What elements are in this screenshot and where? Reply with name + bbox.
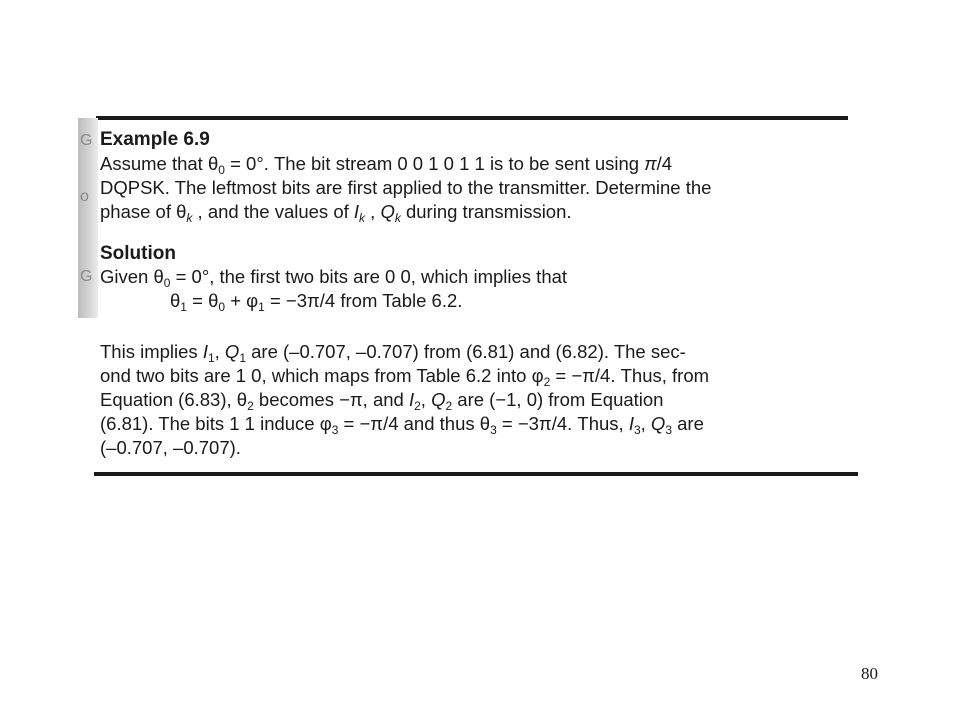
paragraph-line-5: (–0.707, –0.707). [100, 437, 241, 458]
gutter-fragment: G [80, 132, 93, 149]
paragraph-line-1: This implies $I_1$, $Q_1$ are (–0.707, –0.707) from (6.81) and (6.82). The sec- [100, 341, 686, 365]
paragraph-line-4: (6.81). The bits 1 1 induce $\varphi_3 = -\pi/4$ and thus $\theta_3 = -3\pi/4$. Thus, $I_3$, $Q_3$ are [100, 413, 704, 437]
solution-line-1: Given $\theta_0 = 0^\circ$, the first two bits are 0 0, which implies that [100, 266, 568, 290]
solution-statement [100, 265, 567, 313]
example-title: Example 6.9 [100, 129, 210, 150]
gutter-fragment: G [80, 268, 93, 285]
page-number: 80 [861, 664, 878, 683]
bottom-rule [94, 472, 858, 476]
top-rule [96, 116, 848, 120]
solution-equation: $\theta_1 = \theta_0 + \varphi_1 = -3\pi/4$ from Table 6.2. [170, 290, 463, 314]
gutter-fragment: o [80, 188, 89, 205]
solution-paragraph [100, 340, 709, 460]
example-statement [100, 152, 711, 224]
paragraph-line-3: Equation (6.83), $\theta_2$ becomes −π, and $I_2$, $Q_2$ are (−1, 0) from Equation [100, 389, 664, 413]
gutter-shadow [78, 118, 98, 318]
scanned-textbook-excerpt [78, 112, 860, 484]
example-line-3: phase of $\theta_k$ , and the values of $I_k$ , $Q_k$ during transmission. [100, 201, 572, 225]
example-line-1: Assume that $\theta_0 = 0^\circ$. The bit stream 0 0 1 0 1 1 is to be sent using π/4 [100, 153, 673, 177]
paragraph-line-2: ond two bits are 1 0, which maps from Table 6.2 into $\varphi_2 = -\pi/4$. Thus, from [100, 365, 710, 389]
solution-title: Solution [100, 243, 176, 264]
example-line-2: DQPSK. The leftmost bits are first applied to the transmitter. Determine the [100, 177, 712, 198]
